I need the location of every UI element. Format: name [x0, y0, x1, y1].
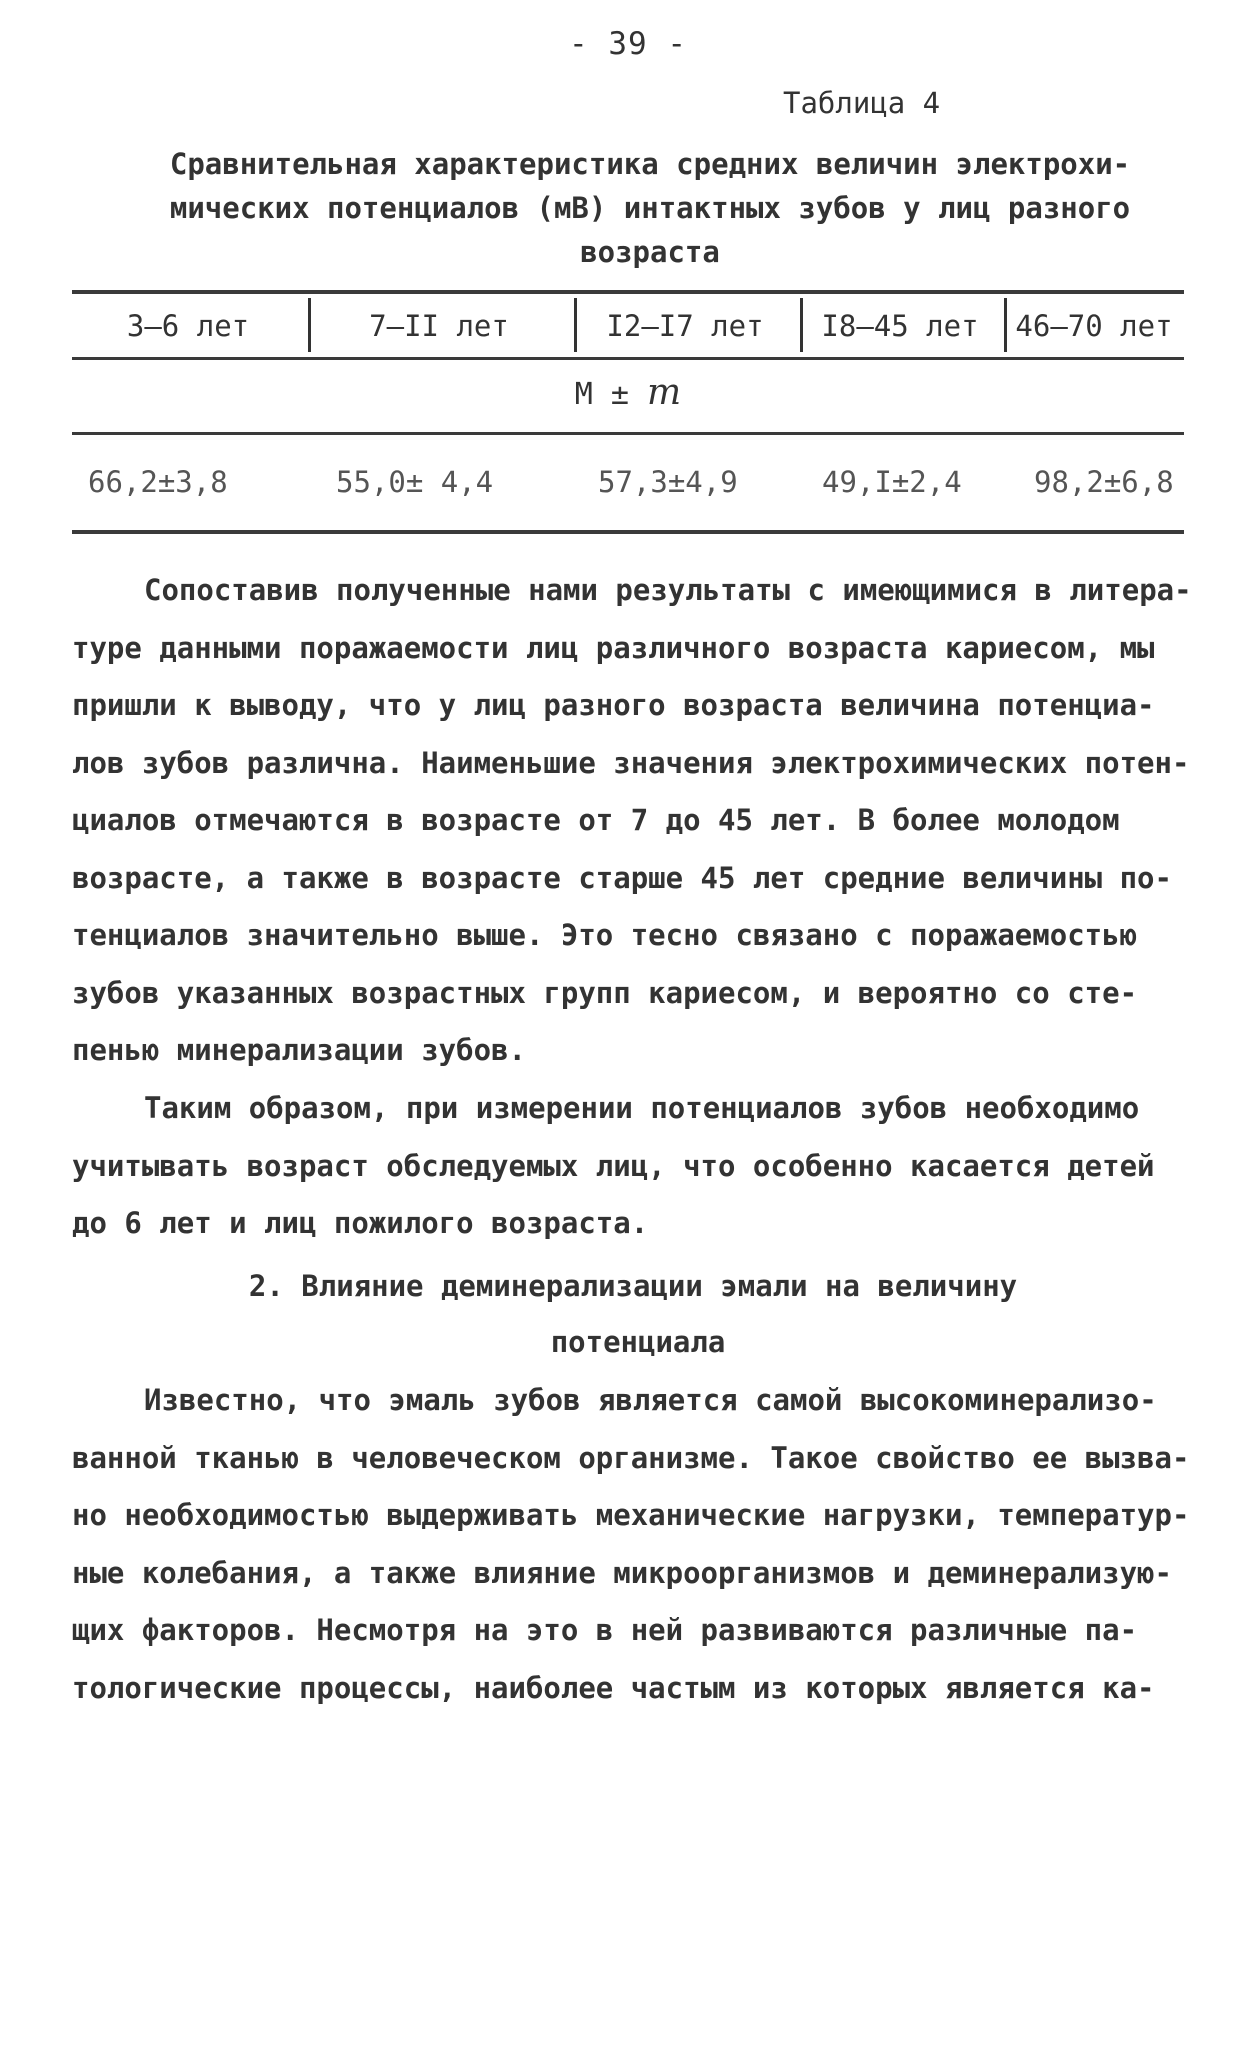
- section-heading-line: потенциала: [550, 1325, 726, 1359]
- table-value-row: [72, 454, 1184, 510]
- text-line: Таким образом, при измерении потенциалов зубов необходимо: [144, 1091, 1140, 1125]
- column-header: 7–II лет: [369, 309, 509, 343]
- table-title: [150, 142, 1150, 274]
- table-cell: 98,2±6,8: [1034, 465, 1174, 499]
- text-line: туре данными поражаемости лиц различного возраста кариесом, мы: [72, 630, 1155, 665]
- text-line: зубов указанных возрастных групп кариесом, и вероятно со сте-: [72, 975, 1138, 1010]
- column-header: 46–70 лет: [1015, 309, 1173, 343]
- text-line: Сопоставив полученные нами результаты с имеющимися в литера-: [144, 573, 1192, 607]
- table-header-rule: [72, 357, 1184, 360]
- text-line: тологические процессы, наиболее частым из которых является ка-: [72, 1670, 1155, 1705]
- table-cell: 66,2±3,8: [88, 465, 228, 499]
- text-line: циалов отмечаются в возрасте от 7 до 45 лет. В более молодом: [72, 803, 1120, 837]
- page-number: - 39 -: [569, 26, 687, 62]
- table-caption: Таблица 4: [783, 86, 941, 120]
- column-header: I2–I7 лет: [606, 309, 764, 343]
- column-divider: [308, 298, 311, 352]
- table-cell: 55,0± 4,4: [336, 465, 494, 499]
- column-header: I8–45 лет: [821, 309, 979, 343]
- paragraph: [72, 562, 1192, 1080]
- stat-label-prefix: M ±: [574, 377, 648, 412]
- text-line: ванной тканью в человеческом организме. Такое свойство ее вызва-: [72, 1440, 1190, 1475]
- stat-label: [0, 372, 1256, 413]
- table-cell: 49,I±2,4: [822, 465, 962, 499]
- paragraph: [72, 1080, 1182, 1253]
- table-header-row: [72, 296, 1184, 356]
- stat-label-m: m: [647, 372, 682, 413]
- table-bottom-rule: [72, 530, 1184, 534]
- section-heading-line: 2. Влияние деминерализации эмали на величину: [248, 1269, 1018, 1303]
- section-heading: [0, 1258, 1256, 1370]
- text-line: щих факторов. Несмотря на это в ней развиваются различные па-: [72, 1613, 1138, 1647]
- text-line: но необходимостью выдерживать механические нагрузки, температур-: [72, 1498, 1190, 1532]
- table-cell: 57,3±4,9: [598, 465, 738, 499]
- text-line: пенью минерализации зубов.: [72, 1033, 526, 1067]
- text-line: лов зубов различна. Наименьшие значения электрохимических потен-: [72, 745, 1190, 780]
- text-line: до 6 лет и лиц пожилого возраста.: [72, 1206, 649, 1240]
- table-title-line: мических потенциалов (мВ) интактных зубов у лиц разного: [169, 191, 1131, 225]
- text-line: пришли к выводу, что у лиц разного возраста величина потенциа-: [72, 688, 1155, 722]
- column-divider: [1004, 298, 1007, 352]
- table-top-rule: [72, 290, 1184, 294]
- text-line: Известно, что эмаль зубов является самой высокоминерализо-: [144, 1383, 1157, 1417]
- text-line: возрасте, а также в возрасте старше 45 лет средние величины по-: [72, 860, 1172, 895]
- table-title-line: Сравнительная характеристика средних величин электрохи-: [169, 147, 1131, 181]
- text-line: учитывать возраст обследуемых лиц, что особенно касается детей: [72, 1148, 1155, 1183]
- column-header: 3–6 лет: [126, 309, 250, 343]
- text-line: ные колебания, а также влияние микроорганизмов и деминерализую-: [72, 1555, 1172, 1590]
- paragraph: [72, 1372, 1190, 1717]
- column-divider: [800, 298, 803, 352]
- table-title-line: возраста: [580, 235, 720, 269]
- text-line: тенциалов значительно выше. Это тесно связано с поражаемостью: [72, 918, 1138, 952]
- column-divider: [574, 298, 577, 352]
- table-mid-rule: [72, 432, 1184, 435]
